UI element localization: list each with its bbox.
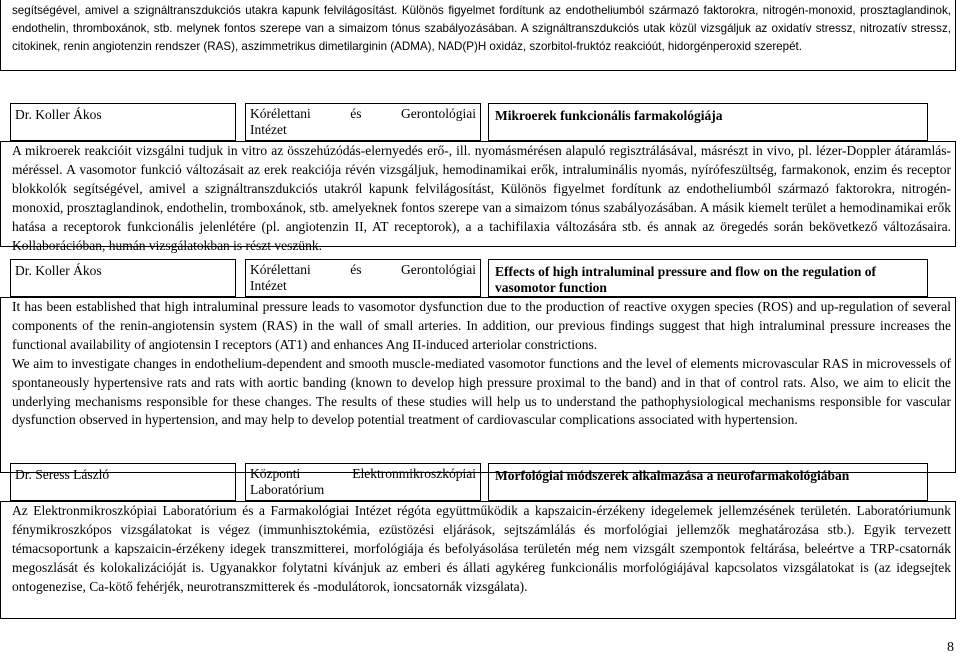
project-title: Effects of high intraluminal pressure and flow on the regulation of vasomotor function	[488, 259, 928, 297]
project-description: Az Elektronmikroszkópiai Laboratórium és a Farmakológiai Intézet régóta együttműködik a kapszaicin-érzékeny idegelemek jellemzésének területén. Laboratóriumunk fénymikroszkópos vizsgálatokat is végez (immunhisztokémia, ezüstözési eljárások, sejtszámlálás és morfológiai jellemzők meghatározása stb.). Egyik tervezett témacsoportunk a kapszaicin-érzékeny idegek transzmitterei, morfológiája és befolyásolása területén még nem vizsgált szempontok feltárása, beleértve a TRP-csatornák megoszlását és kolokalizációját is. Ugyanakkor folytatni kívánjuk az emberi és állati agykéreg funkcionális morfológiájával kapcsolatos vizsgálatokat is (az idegsejtek ontogenezise, Ca-kötő fehérjék, neurotranszmitterek és -modulátorok, ioncsatornák vizsgálata).	[0, 501, 956, 619]
entry-header	[0, 463, 956, 501]
research-entry	[0, 463, 956, 619]
description-paragraph: It has been established that high intraluminal pressure leads to vasomotor dysfunction due to the production of reactive oxygen species (ROS) and up-regulation of several components of the renin-angiotensin system (RAS) in the wall of small arteries. In addition, our previous findings suggest that high intraluminal pressure increases the functional availability of angiotensin I receptors (AT1) and enhances Ang II-induced arteriolar constrictions.	[12, 299, 951, 352]
institute-line1: Kórélettani és Gerontológiai	[250, 262, 476, 277]
continued-paragraph-text: segítségével, amivel a szignáltranszdukciós utakra kapunk felvilágosítást. Különös figyelmet fordítunk az endotheliumból származó faktorokra, nitrogén-monoxid, prosztaglandinok, endothelin, thromboxánok, stb. melynek fontos szerepe van a simaizom tónus szabályozásában. A szignáltranszdukciós utak közül vizsgáljuk az oxidatív stressz, nitrozatív stressz, citokinek, renin angiotenzin rendszer (RAS), aszimmetrikus dimetilarginin (ADMA), NAD(P)H oxidáz, szorbitol-fruktóz reakcióút, hidorgénperoxid szerepét.	[12, 4, 951, 53]
institute-line1: Központi Elektronmikroszkópiai	[250, 466, 476, 481]
institute-line1: Kórélettani és Gerontológiai	[250, 106, 476, 121]
institute-line2: Laboratórium	[250, 482, 325, 497]
researcher-name: Dr. Seress László	[10, 463, 236, 501]
entry-header	[0, 103, 956, 141]
institute-cell	[245, 259, 481, 297]
institute-cell	[245, 463, 481, 501]
researcher-name: Dr. Koller Ákos	[10, 103, 236, 141]
project-title: Morfológiai módszerek alkalmazása a neurofarmakológiában	[488, 463, 928, 501]
page-number: 8	[947, 640, 954, 655]
institute-line2: Intézet	[250, 278, 287, 293]
project-description	[0, 297, 956, 473]
institute-cell	[245, 103, 481, 141]
description-paragraph: We aim to investigate changes in endothelium-dependent and smooth muscle-mediated vasomotor functions and the level of elements microvascular RAS in microvessels of spontaneously hypertensive rats and rats with aortic banding (known to develop high pressure proximal to the band) and in that of control rats. Also, we aim to elicit the underlying mechanisms responsible for these changes. The results of these studies will help us to understand the pathophysiological mechanisms responsible for vascular dysfunction observed in hypertension, and may help to develop potential treatment of cardiovascular complications associated with hypertension.	[12, 355, 951, 428]
continued-paragraph	[0, 0, 956, 71]
project-description: A mikroerek reakcióit vizsgálni tudjuk in vitro az összehúzódás-elernyedés erő-, ill. nyomásmérésen alapuló regisztrálásával, másrészt in vivo, pl. lézer-Doppler átáramlás-méréssel. A vasomotor funkció változásait az erek reakciója révén vizsgáljuk, hemodinamikai erők, intraluminális nyomás, nyírófeszültség, farmakonok, enzim és receptor blokkolók segítségével, amivel a szignáltranszdukciós utakról kapunk felvilágosítást, Különös figyelmet fordítunk az endotheliumból származó faktorokra, nitrogén-monoxid, prosztaglandinok, endothelin, tromboxánok, stb. amelyeknek fontos szerepe van a simaizom tónus szabályozásában. A másik kiemelt terület a hemodinamikai erők hatása a receptorok funkcionális jelenlétére (pl. angiotenzin II, AT receptorok), a a tachifilaxia változására stb. és annak az öregedés során bekövetkező változásaira. Kollaborációban, humán vizsgálatokban is részt veszünk.	[0, 141, 956, 247]
research-entry	[0, 259, 956, 473]
project-title: Mikroerek funkcionális farmakológiája	[488, 103, 928, 141]
institute-line2: Intézet	[250, 122, 287, 137]
research-entry	[0, 103, 956, 253]
entry-header	[0, 259, 956, 297]
researcher-name: Dr. Koller Ákos	[10, 259, 236, 297]
